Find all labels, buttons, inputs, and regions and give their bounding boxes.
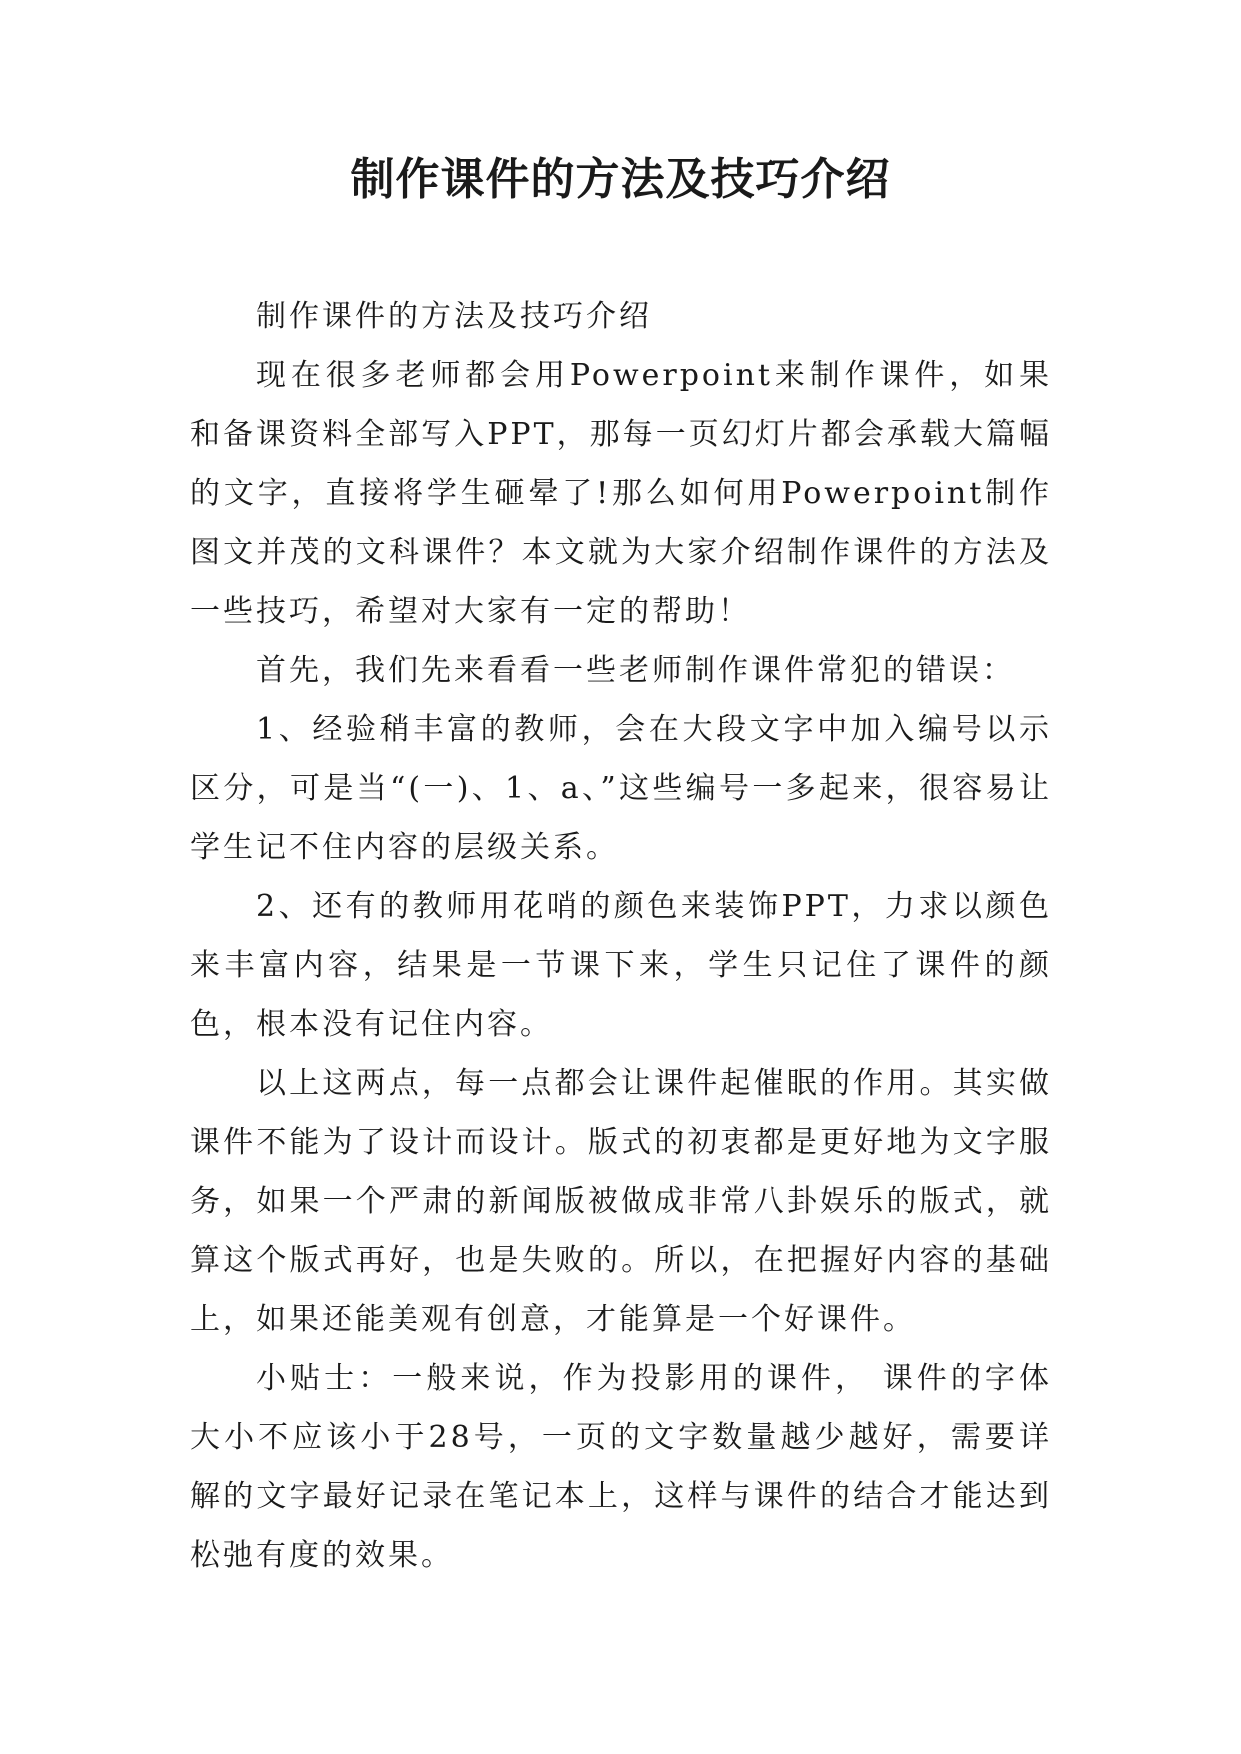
mistake-2-paragraph: 2、还有的教师用花哨的颜色来装饰PPT，力求以颜色来丰富内容，结果是一节课下来，学生只记住了课件的颜色，根本没有记住内容。 — [190, 889, 1052, 1042]
intro-paragraph: 现在很多老师都会用Powerpoint来制作课件，如果和备课资料全部写入PPT，那每一页幻灯片都会承载大篇幅的文字，直接将学生砸晕了!那么如何用Powerpoint制作图文并茂的文科课件？本文就为大家介绍制作课件的方法及一些技巧，希望对大家有一定的帮助！ — [190, 358, 1052, 629]
tip-paragraph: 小贴士：一般来说，作为投影用的课件， 课件的字体大小不应该小于28号，一页的文字数量越少越好，需要详解的文字最好记录在笔记本上，这样与课件的结合才能达到松弛有度的效果。 — [190, 1361, 1052, 1573]
document-body — [190, 287, 1052, 1585]
subtitle-paragraph: 制作课件的方法及技巧介绍 — [256, 299, 652, 334]
common-mistakes-paragraph: 首先，我们先来看看一些老师制作课件常犯的错误： — [256, 653, 1015, 688]
mistake-1-paragraph: 1、经验稍丰富的教师，会在大段文字中加入编号以示区分，可是当“(一)、1、a、”这些编号一多起来，很容易让学生记不住内容的层级关系。 — [190, 712, 1052, 865]
summary-paragraph: 以上这两点，每一点都会让课件起催眠的作用。其实做课件不能为了设计而设计。版式的初衷都是更好地为文字服务，如果一个严肃的新闻版被做成非常八卦娱乐的版式，就算这个版式再好，也是失败的。所以，在把握好内容的基础上，如果还能美观有创意，才能算是一个好课件。 — [190, 1066, 1052, 1337]
document-title: 制作课件的方法及技巧介绍 — [350, 154, 891, 205]
